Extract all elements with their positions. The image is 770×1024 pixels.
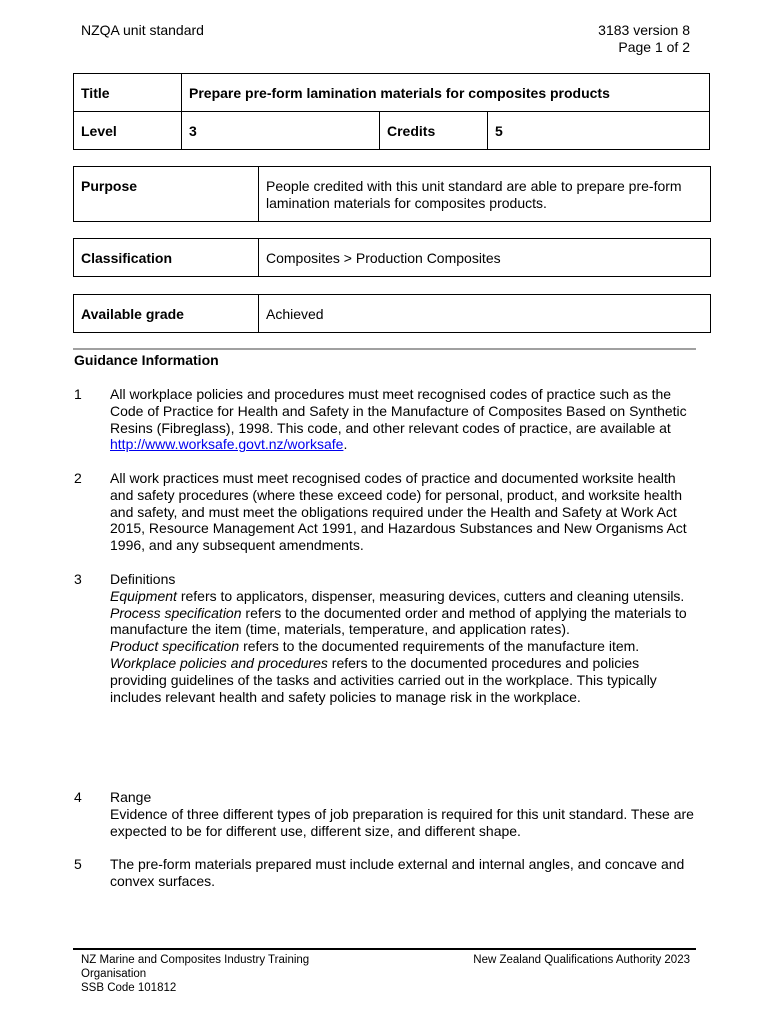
credits-label: Credits [380,112,488,150]
purpose-table [73,166,711,222]
definition-text: refers to applicators, dispenser, measuring devices, cutters and cleaning utensils. [176,587,685,604]
section-divider [73,348,696,350]
item-number: 2 [74,470,82,486]
level-label: Level [74,112,182,150]
item-text: The pre-form materials prepared must include external and internal angles, and concave and convex surfaces. [110,856,685,889]
definition-product-spec [110,638,694,655]
item-number: 3 [74,571,82,587]
available-grade-label: Available grade [74,295,259,333]
credits-value: 5 [488,112,710,150]
item-text: All workplace policies and procedures must meet recognised codes of practice such as the Code of Practice for Health and Safety in the Manufacture of Composites Based on Synthetic Resins (Fibreglass), 1998. This code, and other relevant codes of practice, are available at [110,386,687,436]
purpose-value: People credited with this unit standard are able to prepare pre-form lamination materials for composites products. [259,167,711,222]
definition-term: Process specification [110,604,242,621]
footer-copyright: New Zealand Qualifications Authority 2023 [473,954,690,966]
item-number: 5 [74,856,82,872]
guidance-item-1 [74,386,694,453]
header-standard-label: NZQA unit standard [81,22,204,38]
header-version: 3183 version 8 [598,22,690,38]
classification-label: Classification [74,239,259,277]
level-value: 3 [182,112,380,150]
range-heading: Range [110,789,152,805]
header-page-number: Page 1 of 2 [618,39,690,55]
item-number: 4 [74,789,82,805]
item-number: 1 [74,386,82,402]
available-grade-table [73,294,711,333]
classification-value: Composites > Production Composites [259,239,711,277]
definition-text: refers to the documented requirements of the manufacture item. [239,638,640,655]
guidance-heading: Guidance Information [74,352,219,368]
title-level-table [73,73,710,150]
title-label: Title [74,74,182,112]
guidance-item-4 [74,789,694,839]
definition-term: Equipment [110,587,177,604]
footer-ssb-code: SSB Code 101812 [81,982,177,994]
item-text: All work practices must meet recognised codes of practice and documented worksite health and safety procedures (where these exceed code) for personal, product, and worksite health and safety, and must meet the obligations required under the Health and Safety at Work Act 2015, Resource Management Act 1991, and Hazardous Substances and New Organisms Act 1996, and any subsequent amendments. [110,470,687,554]
definition-term: Workplace policies and procedures [110,654,328,671]
classification-table [73,238,711,277]
definition-equipment [110,588,694,605]
title-value: Prepare pre-form lamination materials for composites products [182,74,710,112]
footer-org-line2: Organisation [81,968,147,980]
header-version-block [598,22,690,56]
item-text: Evidence of three different types of job preparation is required for this unit standard. These are expected to be for different use, different size, and different shape. [110,805,694,839]
guidance-item-3 [74,571,694,705]
guidance-item-5 [74,856,694,890]
definition-workplace-policies [110,655,694,705]
footer-divider [73,948,696,950]
footer-org-line1: NZ Marine and Composites Industry Training [81,954,310,966]
definition-text: refers to the documented order and method of applying the materials to manufacture the item (time, materials, temperature, and application rates). [110,604,687,638]
item-text-end: . [343,436,348,453]
definition-text: refers to the documented procedures and policies providing guidelines of the tasks and activities carried out in the workplace. This typically includes relevant health and safety policies to manage risk in the workplace. [110,654,657,705]
definition-term: Product specification [110,638,240,655]
available-grade-value: Achieved [259,295,711,333]
purpose-label: Purpose [74,167,259,222]
guidance-item-2 [74,470,694,554]
definition-process-spec [110,605,694,639]
definitions-heading: Definitions [110,571,176,587]
footer-organisation [81,953,371,995]
worksafe-link[interactable]: http://www.worksafe.govt.nz/worksafe [110,436,344,453]
